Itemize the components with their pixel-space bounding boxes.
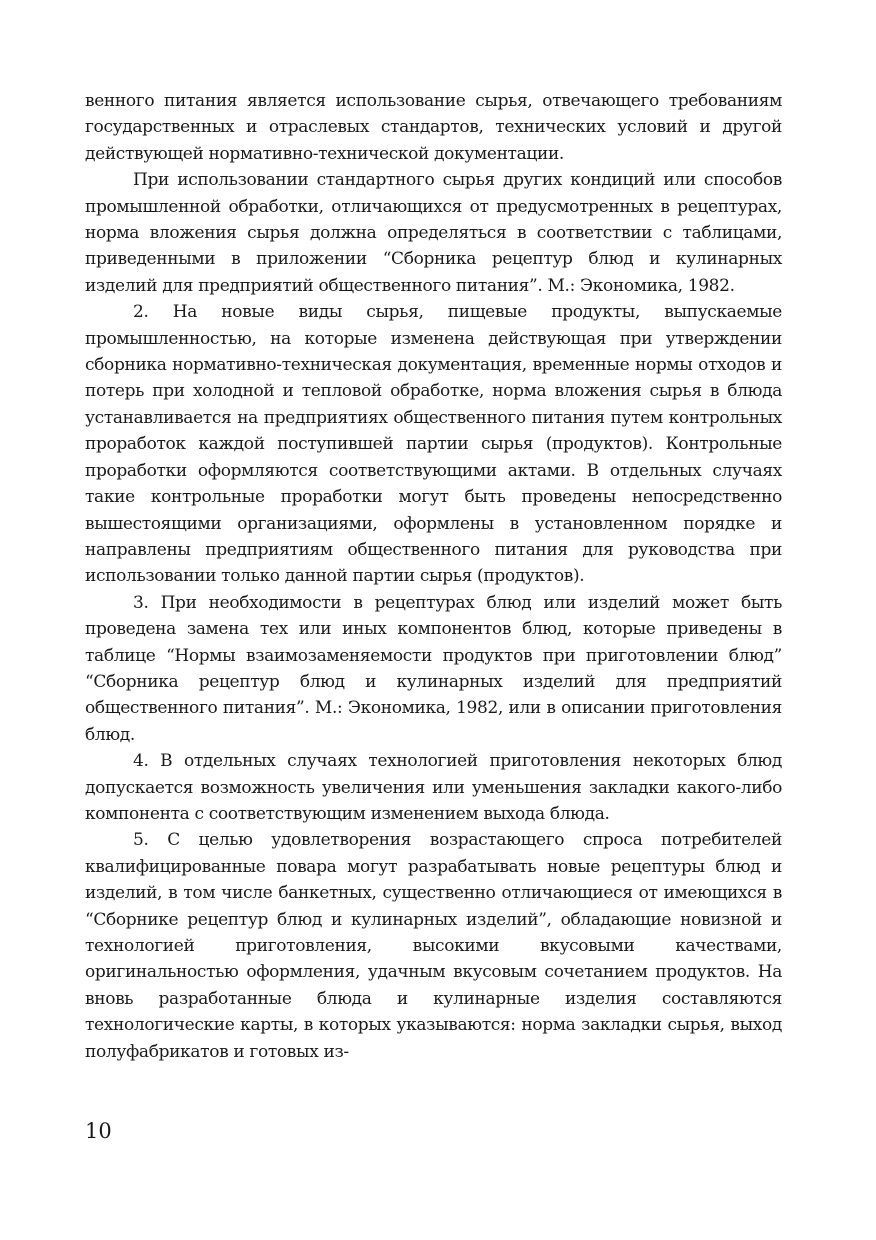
paragraph-item-3: 3. При необходимости в рецептурах блюд или изделий может быть проведена замена тех или иных компонентов блюд, которые приведены в таблице “Нормы взаимозаменяемости продуктов при приготовлении блюд” “Сборника рецептур блюд и кулинарных изделий для предприятий общественного питания”. М.: Экономика, 1982, или в описании приготовления блюд. [85, 592, 782, 745]
paragraph-item-5: 5. С целью удовлетворения возрастающего спроса потребителей квалифицированные повара могут разрабатывать новые рецептуры блюд и изделий, в том числе банкетных, существенно отличающиеся от имеющихся в “Сборнике рецептур блюд и кулинарных изделий”, обладающие новизной и технологией приготовления, высокими вкусовыми качествами, оригинальностью оформления, удачным вкусовым сочетанием продуктов. На вновь разработанные блюда и кулинарные изделия составляются технологические карты, в которых указываются: норма закладки сырья, выход полуфабрикатов и готовых из- [85, 830, 782, 1062]
paragraph-item-2: 2. На новые виды сырья, пищевые продукты, выпускаемые промышленностью, на которые изменена действующая при утверждении сборника нормативно-техническая документация, временные нормы отходов и потерь при холодной и тепловой обработке, норма вложения сырья в блюда устанавливается на предприятиях общественного питания путем контрольных проработок каждой поступившей партии сырья (продуктов). Контрольные проработки оформляются соответствующими актами. В отдельных случаях такие контрольные проработки могут быть проведены непосредственно вышестоящими организациями, оформлены в установленном порядке и направлены предприятиям общественного питания для руководства при использовании только данной партии сырья (продуктов). [85, 302, 782, 587]
page-number: 10 [85, 1119, 112, 1143]
body-text [85, 88, 782, 1065]
paragraph-standard-raw-materials: При использовании стандартного сырья других кондиций или способов промышленной обработки, отличающихся от предусмотренных в рецептурах, норма вложения сырья должна определяться в соответствии с таблицами, приведенными в приложении “Сборника рецептур блюд и кулинарных изделий для предприятий общественного питания”. М.: Экономика, 1982. [85, 170, 782, 296]
paragraph-item-4: 4. В отдельных случаях технологией приготовления некоторых блюд допускается возможность увеличения или уменьшения закладки какого-либо компонента с соответствующим изменением выхода блюда. [85, 751, 782, 824]
paragraph-continuation: венного питания является использование сырья, отвечающего требованиям государственных и отраслевых стандартов, технических условий и другой действующей нормативно-технической документации. [85, 91, 782, 164]
